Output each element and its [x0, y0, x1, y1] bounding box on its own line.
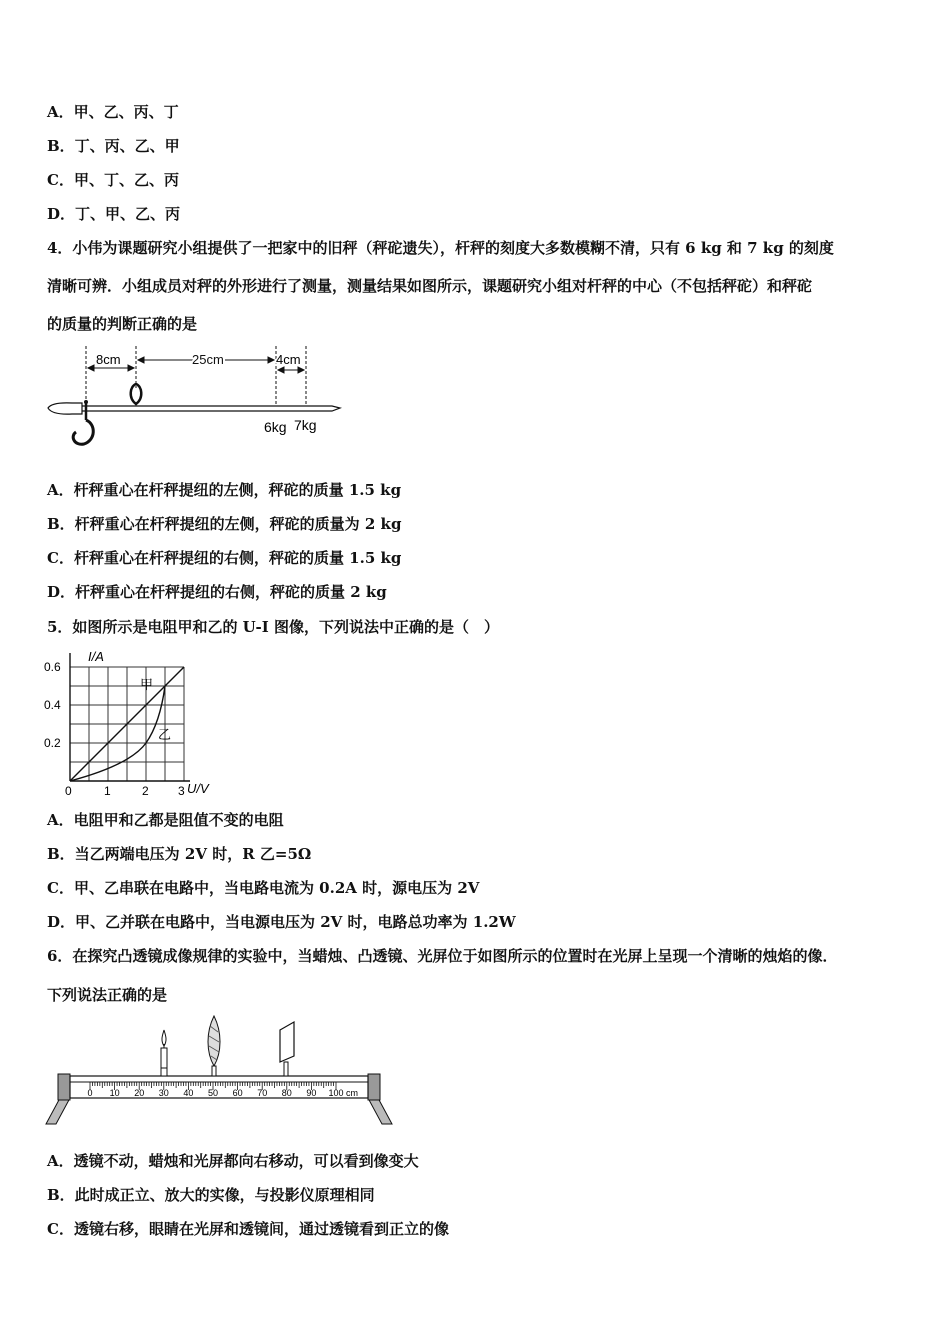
ytick-0.4: 0.4	[44, 698, 61, 712]
q5-option-d: D．甲、乙并联在电路中，当电源电压为 2V 时，电路总功率为 1.2W	[47, 913, 516, 931]
q6-option-b: B．此时成正立、放大的实像，与投影仪原理相同	[47, 1186, 375, 1204]
q4-stem-line2: 清晰可辨．小组成员对秤的外形进行了测量，测量结果如图所示，课题研究小组对杆秤的中心（不包括秤砣）和秤砣	[47, 277, 813, 295]
ruler-label-20: 20	[134, 1088, 145, 1098]
q4-option-a: A．杆秤重心在杆秤提纽的左侧，秤砣的质量 1.5 kg	[47, 481, 402, 499]
ruler-label-90: 90	[306, 1088, 317, 1098]
ruler-unit: cm	[346, 1088, 358, 1098]
q5-stem: 5．如图所示是电阻甲和乙的 U-I 图像，下列说法中正确的是（ ）	[47, 618, 499, 636]
ruler-label-30: 30	[158, 1088, 169, 1098]
q6-stem-line2: 下列说法正确的是	[47, 986, 168, 1004]
candle	[161, 1030, 167, 1076]
xtick-1: 1	[104, 784, 111, 798]
ruler-label-40: 40	[183, 1088, 194, 1098]
q3-option-d: D．丁、甲、乙、丙	[47, 205, 181, 223]
q5-option-a: A．电阻甲和乙都是阻值不变的电阻	[47, 811, 284, 829]
ruler-label-50: 50	[207, 1088, 219, 1098]
ruler-label-10: 10	[109, 1088, 120, 1098]
q5-option-c: C．甲、乙串联在电路中，当电路电流为 0.2A 时，源电压为 2V	[47, 879, 480, 897]
xtick-0: 0	[65, 784, 72, 798]
xtick-2: 2	[142, 784, 149, 798]
q4-option-c: C．杆秤重心在杆秤提纽的右侧，秤砣的质量 1.5 kg	[47, 549, 402, 567]
dim-label-25cm: 25cm	[192, 352, 224, 367]
q6-option-a: A．透镜不动，蜡烛和光屏都向右移动，可以看到像变大	[47, 1152, 419, 1170]
ytick-0.6: 0.6	[44, 660, 61, 674]
ui-graph-figure	[40, 645, 240, 800]
q3-option-b: B．丁、丙、乙、甲	[47, 137, 180, 155]
hook	[73, 420, 93, 444]
optical-bench-figure	[44, 1012, 394, 1130]
mark-6kg: 6kg	[264, 419, 287, 435]
xtick-3: 3	[178, 784, 185, 798]
q3-option-a: A．甲、乙、丙、丁	[47, 103, 179, 121]
light-screen	[280, 1022, 294, 1076]
ytick-0.2: 0.2	[44, 736, 61, 750]
q6-stem-line1: 6．在探究凸透镜成像规律的实验中，当蜡烛、凸透镜、光屏位于如图所示的位置时在光屏上呈现一个清晰的烛焰的像．	[47, 947, 838, 965]
ruler-label-70: 70	[257, 1088, 268, 1098]
q4-stem-line3: 的质量的判断正确的是	[47, 315, 198, 333]
ruler-label-0: 0	[87, 1088, 93, 1098]
q6-option-c: C．透镜右移，眼睛在光屏和透镜间，通过透镜看到正立的像	[47, 1220, 449, 1238]
q4-option-b: B．杆秤重心在杆秤提纽的左侧，秤砣的质量为 2 kg	[47, 515, 402, 533]
ruler-label-60: 60	[232, 1088, 243, 1098]
steelyard-figure	[42, 340, 352, 460]
ruler-label-80: 80	[281, 1088, 292, 1098]
q4-stem-line1: 4．小伟为课题研究小组提供了一把家中的旧秤（秤砣遗失），杆秤的刻度大多数模糊不清，只有 6 kg 和 7 kg 的刻度	[47, 239, 834, 257]
ruler-label-100: 100	[328, 1088, 344, 1098]
mark-7kg: 7kg	[294, 417, 317, 433]
dim-label-4cm: 4cm	[276, 352, 301, 367]
label-yi: 乙	[158, 727, 172, 742]
q5-option-b: B．当乙两端电压为 2V 时，R 乙=5Ω	[47, 845, 312, 863]
scale-rod	[72, 406, 340, 411]
y-axis-label: I/A	[88, 649, 104, 664]
label-jia: 甲	[140, 677, 154, 692]
q3-option-c: C．甲、丁、乙、丙	[47, 171, 179, 189]
convex-lens	[208, 1016, 220, 1076]
dim-label-8cm: 8cm	[96, 352, 121, 367]
q4-option-d: D．杆秤重心在杆秤提纽的右侧，秤砣的质量 2 kg	[47, 583, 387, 601]
x-axis-label: U/V	[187, 781, 209, 796]
